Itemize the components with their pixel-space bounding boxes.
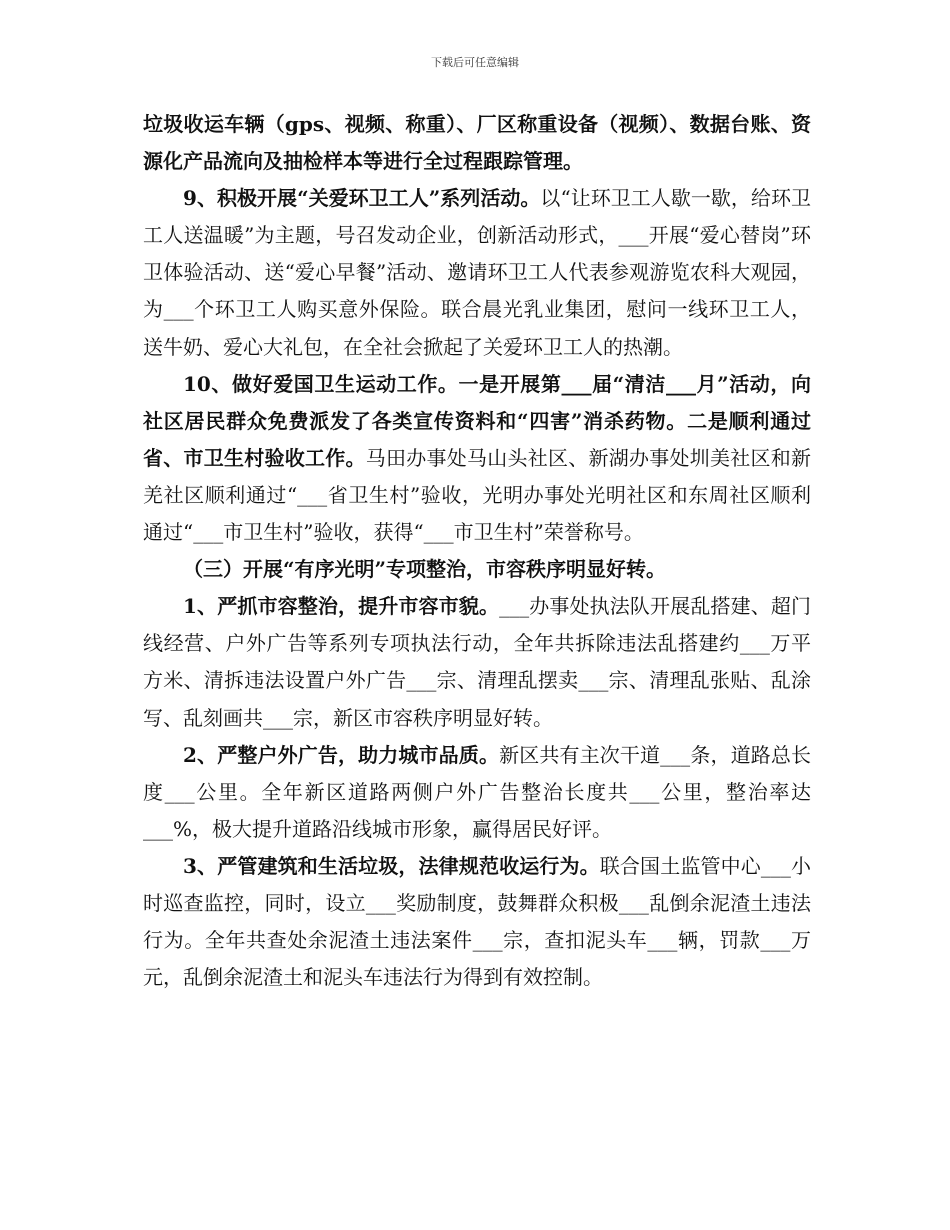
paragraph-lead: 垃圾收运车辆（gps、视频、称重）、厂区称重设备（视频）、数据台账、资源化产品流向及抽检样本等进行全过程跟踪管理。 [143,112,811,174]
section-heading-3 [143,551,811,588]
document-body [143,106,811,996]
paragraph-tracking [143,106,811,180]
paragraph-lead: 10、做好爱国卫生运动工作。一是开展第___届“清洁___月”活动，向社区居民群众免费派发了各类宣传资料和“四害”消杀药物。二是顺利通过省、市卫生村验收工作。 [143,371,811,470]
paragraph-lead: 9、积极开展“关爱环卫工人”系列活动。 [183,186,541,211]
paragraph-lead: 2、严整户外广告，助力城市品质。 [183,742,500,767]
paragraph-care-workers [143,180,811,365]
paragraph-lead: 3、严管建筑和生活垃圾，法律规范收运行为。 [183,853,600,878]
paragraph-city-appearance [143,588,811,736]
paragraph-text: 马田办事处马山头社区、新湖办事处圳美社区和新羌社区顺利通过“___省卫生村”验收，光明办事处光明社区和东周社区顺利通过“___市卫生村”验收，获得“___市卫生村”荣誉称号。 [143,445,811,545]
page-header: 下载后可任意编辑 [431,56,519,69]
paragraph-text: ___办事处执法队开展乱搭建、超门线经营、户外广告等系列专项执法行动，全年共拆除违法乱搭建约___万平方米、清拆违法设置户外广告___宗、清理乱摆卖___宗、清理乱张贴、乱涂写、乱刻画共___宗，新区市容秩序明显好转。 [143,594,811,730]
paragraph-patriotic-health [143,366,811,551]
paragraph-lead: 1、严抓市容整治，提升市容市貌。 [183,594,500,619]
paragraph-text: 联合国土监管中心___小时巡查监控，同时，设立___奖励制度，鼓舞群众积极___乱倒余泥渣土违法行为。全年共查处余泥渣土违法案件___宗，查扣泥头车___辆，罚款___万元，乱倒余泥渣土和泥头车违法行为得到有效控制。 [143,853,812,990]
paragraph-construction-waste [143,848,811,996]
paragraph-text: 以“让环卫工人歇一歇，给环卫工人送温暖”为主题，号召发动企业，创新活动形式，___开展“爱心替岗”环卫体验活动、送“爱心早餐”活动、邀请环卫工人代表参观游览农科大观园，为___个环卫工人购买意外保险。联合晨光乳业集团，慰问一线环卫工人，送牛奶、爱心大礼包，在全社会掀起了关爱环卫工人的热潮。 [143,186,811,359]
paragraph-lead: （三）开展“有序光明”专项整治，市容秩序明显好转。 [183,557,667,582]
paragraph-text: 新区共有主次干道___条，道路总长度___公里。全年新区道路两侧户外广告整治长度共___公里，整治率达___%，极大提升道路沿线城市形象，赢得居民好评。 [143,742,811,841]
paragraph-outdoor-ads [143,737,811,848]
